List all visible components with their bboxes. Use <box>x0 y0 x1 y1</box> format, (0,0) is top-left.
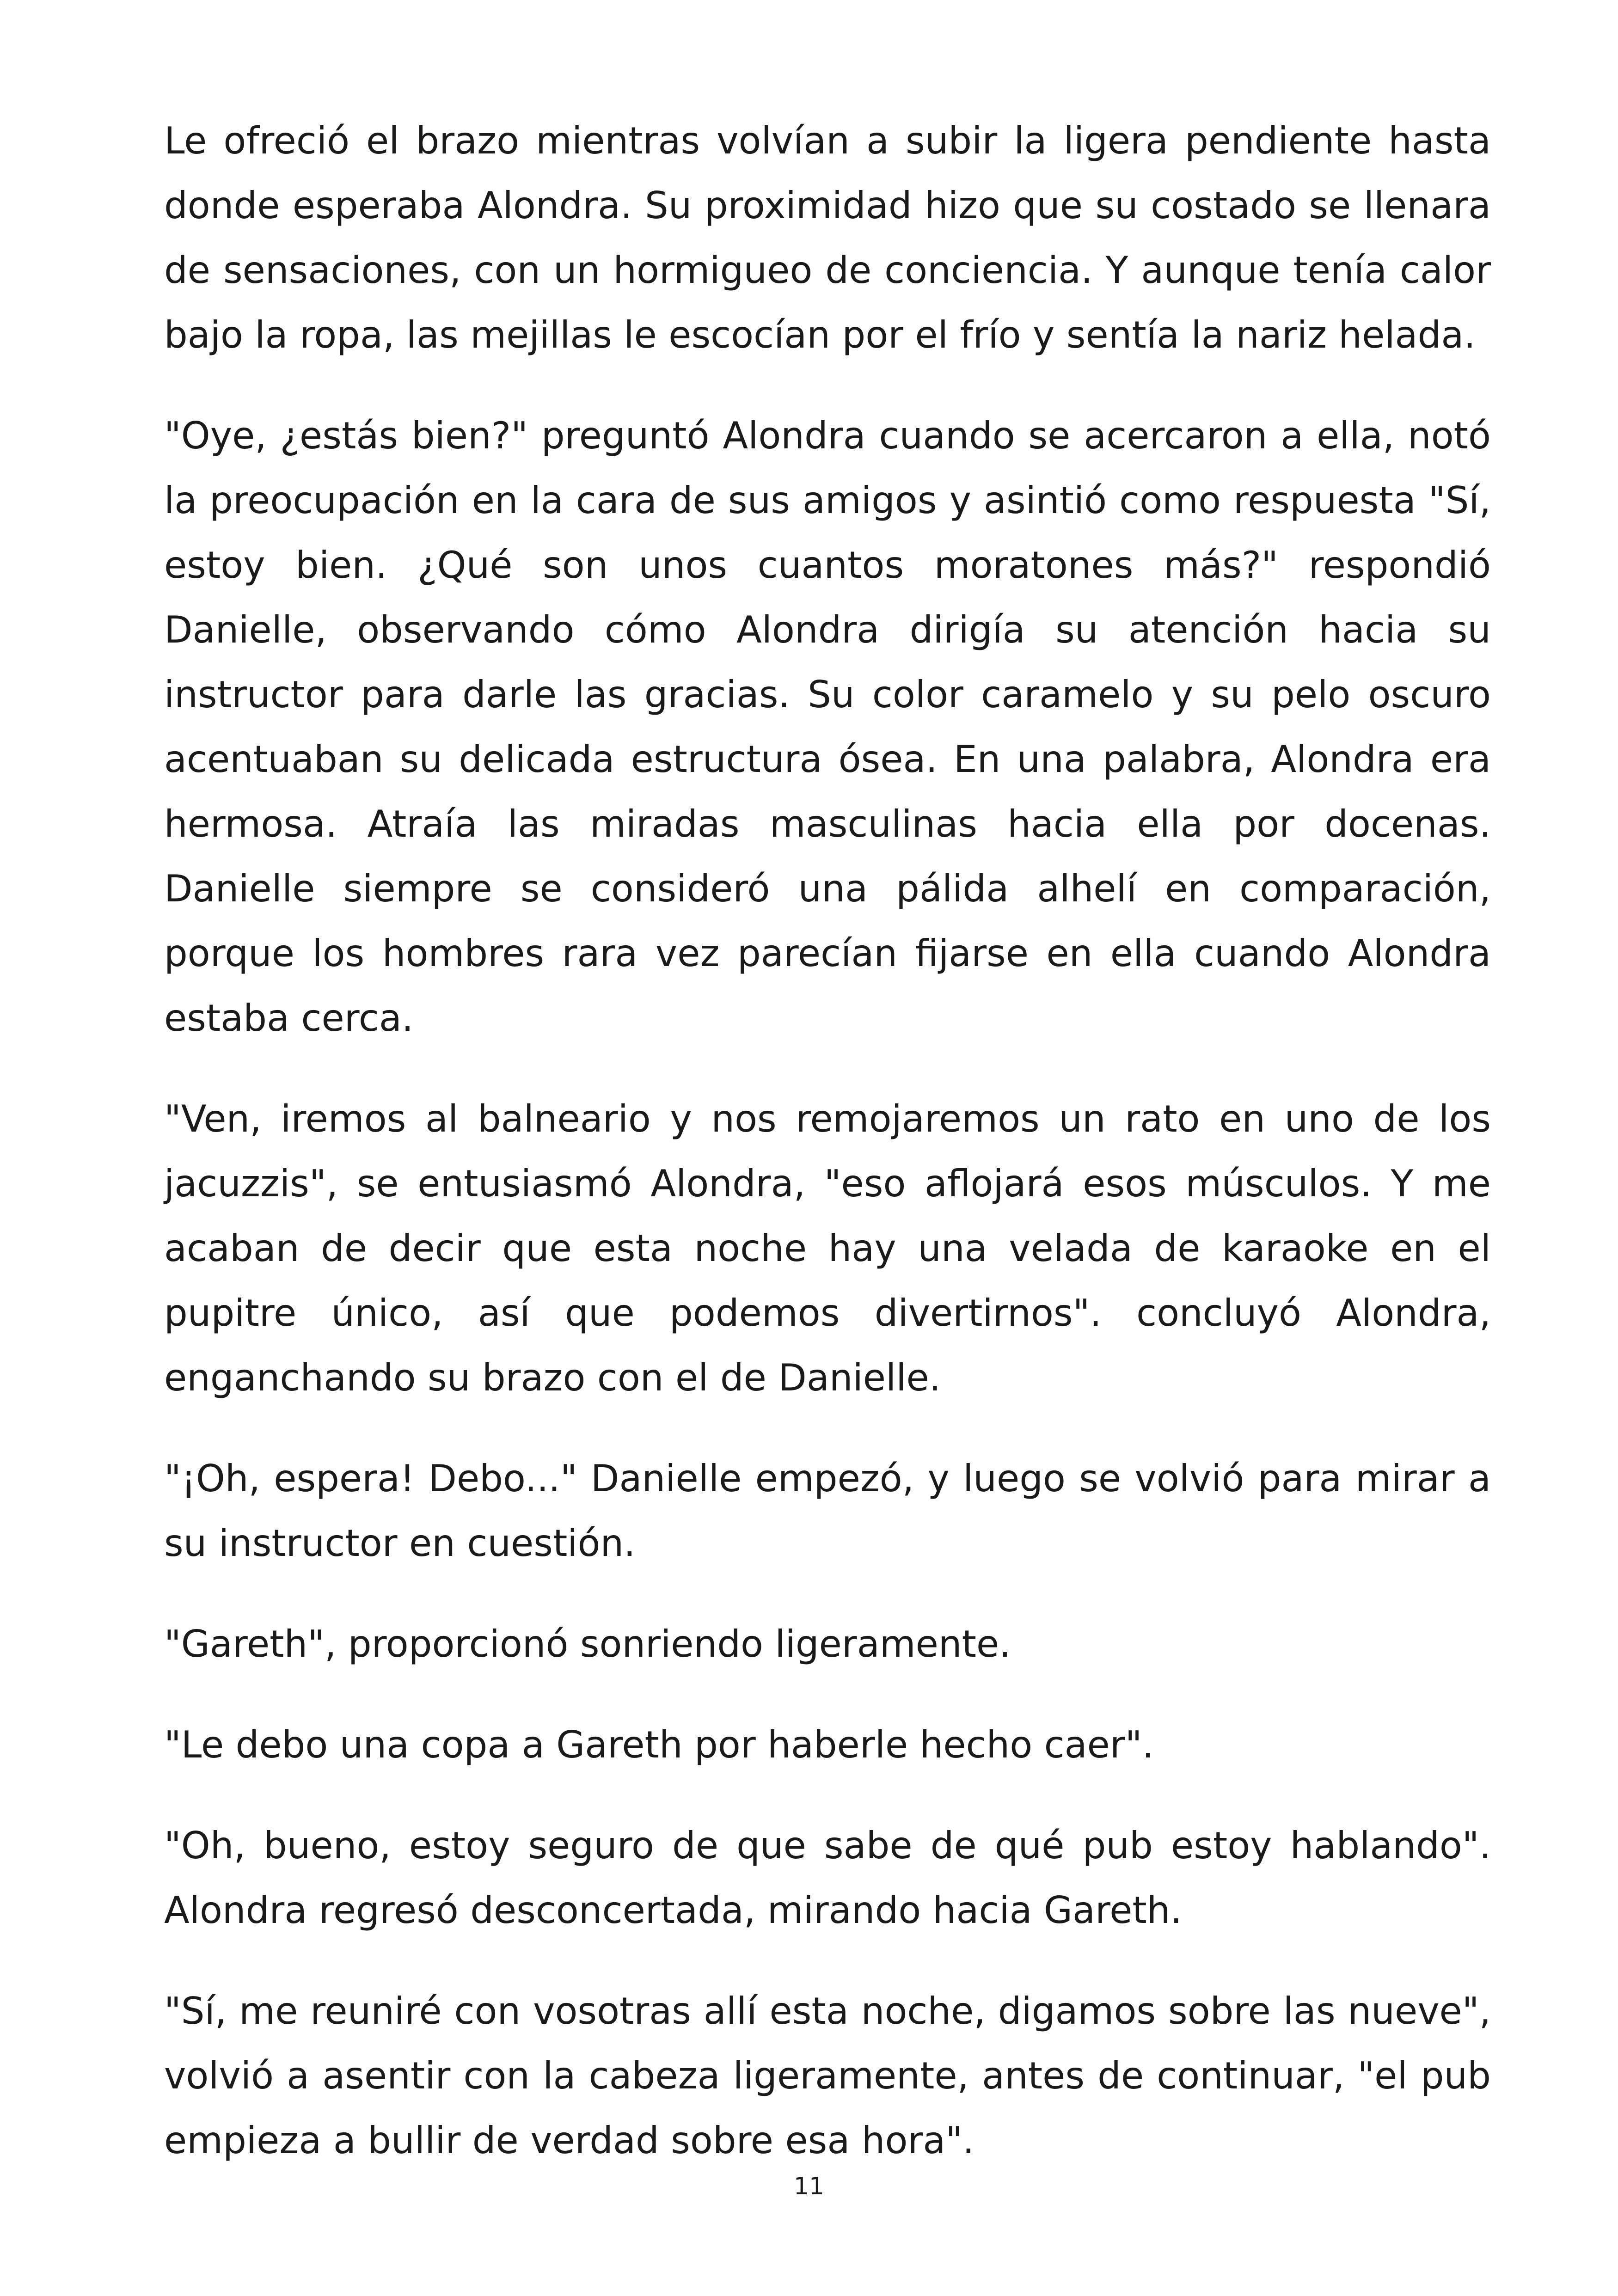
paragraph-1: Le ofreció el brazo mientras volvían a subir la ligera pendiente hasta donde esperaba Alondra. Su proximidad hizo que su costado se llenara de sensaciones, con un hormigueo de conciencia. Y aunque tenía calor bajo la ropa, las mejillas le escocían por el frío y sentía la nariz helada. <box>164 119 1491 356</box>
paragraph-2: "Oye, ¿estás bien?" preguntó Alondra cuando se acercaron a ella, notó la preocupación en la cara de sus amigos y asintió como respuesta "Sí, estoy bien. ¿Qué son unos cuantos moratones más?" respondió Danielle, observando cómo Alondra dirigía su atención hacia su instructor para darle las gracias. Su color caramelo y su pelo oscuro acentuaban su delicada estructura ósea. En una palabra, Alondra era hermosa. Atraía las miradas masculinas hacia ella por docenas. Danielle siempre se consideró una pálida alhelí en comparación, porque los hombres rara vez parecían fijarse en ella cuando Alondra estaba cerca. <box>164 414 1491 1040</box>
paragraph-6: "Le debo una copa a Gareth por haberle hecho caer". <box>164 1723 1154 1766</box>
paragraph-4: "¡Oh, espera! Debo..." Danielle empezó, y luego se volvió para mirar a su instructor en cuestión. <box>164 1457 1491 1565</box>
paragraph-8: "Sí, me reuniré con vosotras allí esta noche, digamos sobre las nueve", volvió a asentir con la cabeza ligeramente, antes de continuar, "el pub empieza a bullir de verdad sobre esa hora". <box>164 1990 1491 2162</box>
paragraph-7: "Oh, bueno, estoy seguro de que sabe de qué pub estoy hablando". Alondra regresó desconcertada, mirando hacia Gareth. <box>164 1824 1491 1932</box>
page-number: 11 <box>793 2173 825 2200</box>
paragraph-3: "Ven, iremos al balneario y nos remojaremos un rato en uno de los jacuzzis", se entusiasmó Alondra, "eso aflojará esos músculos. Y me acaban de decir que esta noche hay una velada de karaoke en el pupitre único, así que podemos divertirnos". concluyó Alondra, enganchando su brazo con el de Danielle. <box>164 1097 1491 1399</box>
paragraph-5: "Gareth", proporcionó sonriendo ligeramente. <box>164 1623 1011 1665</box>
body-text <box>164 109 1491 2173</box>
